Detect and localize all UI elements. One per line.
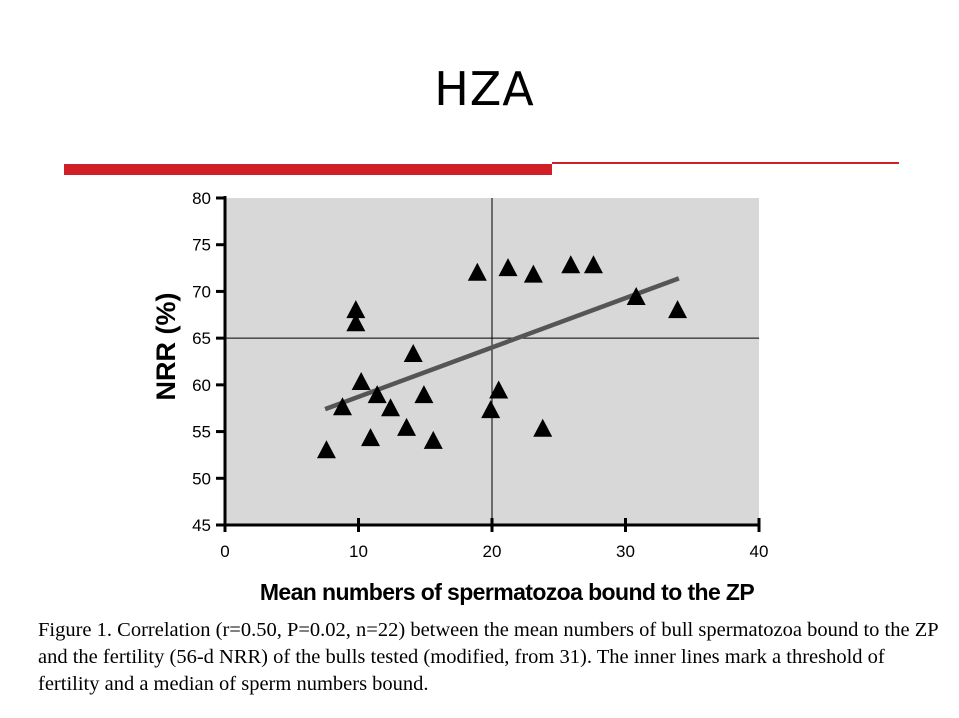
y-tick-label: 45 [192, 516, 211, 535]
y-tick-label: 80 [192, 189, 211, 208]
y-tick-label: 65 [192, 329, 211, 349]
x-tick-label: 40 [749, 542, 769, 561]
y-tick-label: 55 [192, 422, 211, 442]
y-axis-title: NRR (%) [151, 292, 181, 401]
x-tick-label: 0 [220, 542, 230, 561]
title-underline-thick [64, 164, 552, 175]
title-underline-thin [552, 162, 899, 164]
y-tick-label: 70 [192, 282, 211, 302]
chart-figure [134, 186, 813, 610]
x-tick-label: 10 [349, 542, 368, 561]
y-tick-label: 50 [192, 469, 211, 489]
x-tick-label: 20 [482, 542, 502, 561]
figure-caption: Figure 1. Correlation (r=0.50, P=0.02, n=22) between the mean numbers of bull spermatozoa bound to the ZP and the fertility (56-d NRR) of the bulls tested (modified, from 31). The inner lines mark a threshold of fertility and a median of sperm numbers bound. [38, 619, 938, 695]
x-axis-title: Mean numbers of spermatozoa bound to the ZP [259, 579, 755, 605]
scatter-chart [134, 186, 813, 610]
y-tick-label: 75 [192, 235, 211, 255]
slide-title: HZA [434, 62, 535, 116]
y-tick-label: 60 [192, 375, 211, 395]
x-tick-label: 30 [616, 542, 635, 561]
